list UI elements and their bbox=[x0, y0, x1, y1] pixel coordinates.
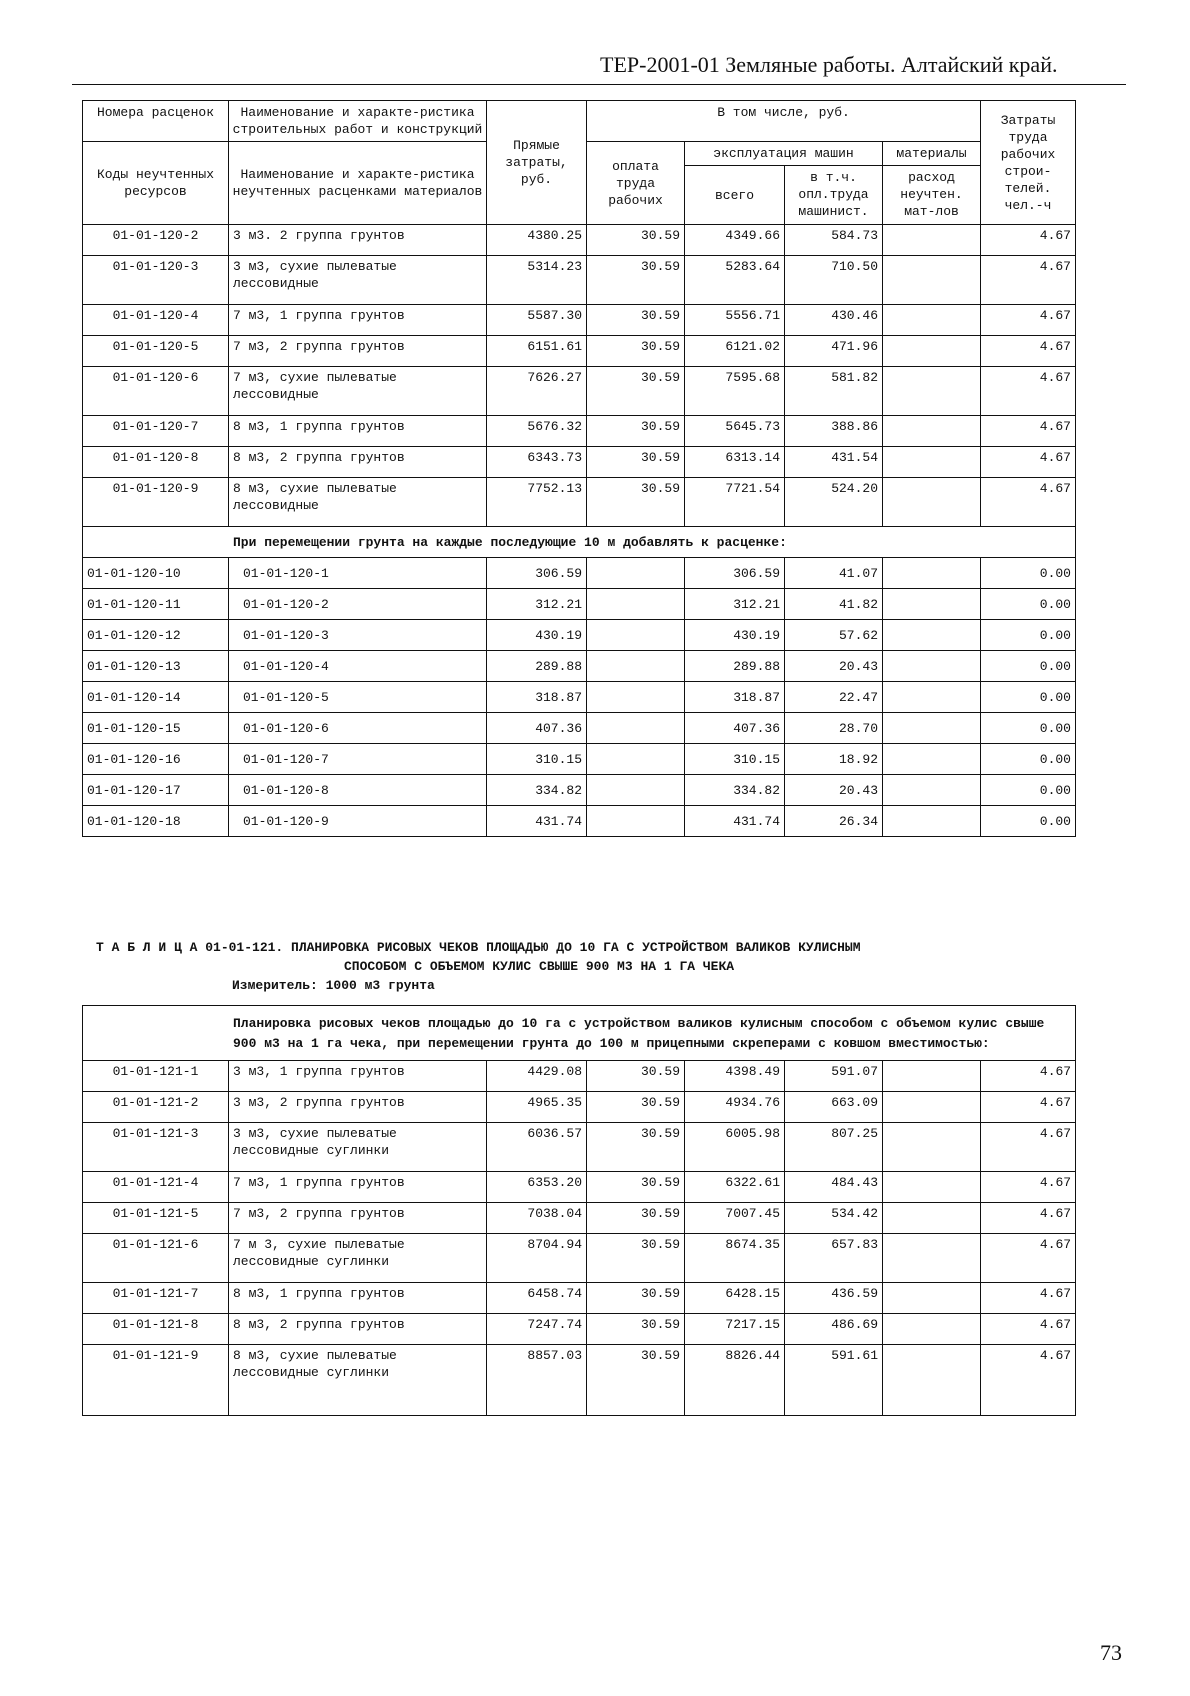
machinist-pay: 20.43 bbox=[785, 651, 883, 682]
direct-cost: 6036.57 bbox=[487, 1123, 587, 1172]
work-description: 7 м3, 1 группа грунтов bbox=[229, 305, 487, 336]
header-materials-sub: расход неучтен. мат-лов bbox=[883, 166, 981, 225]
labor-pay: 30.59 bbox=[587, 1123, 685, 1172]
machinist-pay: 710.50 bbox=[785, 256, 883, 305]
labor-pay: 30.59 bbox=[587, 336, 685, 367]
table-row bbox=[83, 447, 1076, 478]
machinist-pay: 57.62 bbox=[785, 620, 883, 651]
table-row bbox=[83, 713, 1076, 744]
machine-cost: 7595.68 bbox=[685, 367, 785, 416]
labor-hours: 0.00 bbox=[981, 558, 1076, 589]
header-direct: Прямые затраты, руб. bbox=[487, 101, 587, 225]
labor-pay bbox=[587, 682, 685, 713]
labor-hours: 4.67 bbox=[981, 1345, 1076, 1416]
direct-cost: 7247.74 bbox=[487, 1314, 587, 1345]
caption-unit: Измеритель: 1000 м3 грунта bbox=[232, 978, 435, 993]
machine-cost: 6313.14 bbox=[685, 447, 785, 478]
rate-code: 01-01-120-8 bbox=[83, 447, 229, 478]
work-description: 3 м3, 2 группа грунтов bbox=[229, 1092, 487, 1123]
labor-hours: 4.67 bbox=[981, 1092, 1076, 1123]
labor-hours: 4.67 bbox=[981, 336, 1076, 367]
machinist-pay: 436.59 bbox=[785, 1283, 883, 1314]
table-row bbox=[83, 256, 1076, 305]
machinist-pay: 581.82 bbox=[785, 367, 883, 416]
table-row bbox=[83, 1172, 1076, 1203]
work-description: 8 м3, сухие пылеватые лессовидные bbox=[229, 478, 487, 527]
machinist-pay: 18.92 bbox=[785, 744, 883, 775]
rate-code: 01-01-121-9 bbox=[83, 1345, 229, 1416]
labor-pay bbox=[587, 775, 685, 806]
direct-cost: 306.59 bbox=[487, 558, 587, 589]
machinist-pay: 26.34 bbox=[785, 806, 883, 837]
machine-cost: 430.19 bbox=[685, 620, 785, 651]
labor-pay: 30.59 bbox=[587, 416, 685, 447]
table-row bbox=[83, 478, 1076, 527]
table-row bbox=[83, 225, 1076, 256]
machine-cost: 6322.61 bbox=[685, 1172, 785, 1203]
machine-cost: 7217.15 bbox=[685, 1314, 785, 1345]
material-cost bbox=[883, 1172, 981, 1203]
material-cost bbox=[883, 1123, 981, 1172]
machine-cost: 306.59 bbox=[685, 558, 785, 589]
rate-code: 01-01-121-5 bbox=[83, 1203, 229, 1234]
direct-cost: 7626.27 bbox=[487, 367, 587, 416]
table-row bbox=[83, 336, 1076, 367]
machinist-pay: 584.73 bbox=[785, 225, 883, 256]
direct-cost: 6343.73 bbox=[487, 447, 587, 478]
direct-cost: 5676.32 bbox=[487, 416, 587, 447]
machine-cost: 6121.02 bbox=[685, 336, 785, 367]
material-cost bbox=[883, 589, 981, 620]
direct-cost: 4965.35 bbox=[487, 1092, 587, 1123]
material-cost bbox=[883, 682, 981, 713]
labor-hours: 0.00 bbox=[981, 806, 1076, 837]
machine-cost: 8826.44 bbox=[685, 1345, 785, 1416]
table-row bbox=[83, 1061, 1076, 1092]
direct-cost: 4429.08 bbox=[487, 1061, 587, 1092]
rate-code: 01-01-120-14 bbox=[83, 682, 229, 713]
machinist-pay: 41.07 bbox=[785, 558, 883, 589]
header-code-bottom: Коды неучтенных ресурсов bbox=[83, 142, 229, 225]
labor-hours: 0.00 bbox=[981, 744, 1076, 775]
direct-cost: 430.19 bbox=[487, 620, 587, 651]
caption-title-cont: СПОСОБОМ С ОБЪЕМОМ КУЛИС СВЫШЕ 900 М3 НА 1 ГА ЧЕКА bbox=[344, 959, 735, 974]
machine-cost: 334.82 bbox=[685, 775, 785, 806]
machinist-pay: 591.07 bbox=[785, 1061, 883, 1092]
direct-cost: 8857.03 bbox=[487, 1345, 587, 1416]
material-cost bbox=[883, 1234, 981, 1283]
material-cost bbox=[883, 1061, 981, 1092]
direct-cost: 407.36 bbox=[487, 713, 587, 744]
direct-cost: 318.87 bbox=[487, 682, 587, 713]
labor-hours: 4.67 bbox=[981, 1123, 1076, 1172]
base-rate-reference: 01-01-120-7 bbox=[229, 744, 487, 775]
table-row bbox=[83, 1345, 1076, 1416]
labor-hours: 4.67 bbox=[981, 367, 1076, 416]
machine-cost: 407.36 bbox=[685, 713, 785, 744]
labor-pay: 30.59 bbox=[587, 1092, 685, 1123]
material-cost bbox=[883, 775, 981, 806]
direct-cost: 310.15 bbox=[487, 744, 587, 775]
labor-pay: 30.59 bbox=[587, 1283, 685, 1314]
labor-hours: 0.00 bbox=[981, 589, 1076, 620]
table-row bbox=[83, 620, 1076, 651]
rate-code: 01-01-120-4 bbox=[83, 305, 229, 336]
rate-code: 01-01-120-18 bbox=[83, 806, 229, 837]
machine-cost: 312.21 bbox=[685, 589, 785, 620]
machinist-pay: 524.20 bbox=[785, 478, 883, 527]
work-description: 3 м3, 1 группа грунтов bbox=[229, 1061, 487, 1092]
rate-code: 01-01-121-4 bbox=[83, 1172, 229, 1203]
material-cost bbox=[883, 416, 981, 447]
rate-code: 01-01-121-8 bbox=[83, 1314, 229, 1345]
table-row bbox=[83, 416, 1076, 447]
machine-cost: 6428.15 bbox=[685, 1283, 785, 1314]
header-machines: эксплуатация машин bbox=[685, 142, 883, 166]
addition-note: При перемещении грунта на каждые последующие 10 м добавлять к расценке: bbox=[83, 527, 1076, 558]
work-description: 8 м3, 2 группа грунтов bbox=[229, 447, 487, 478]
labor-hours: 4.67 bbox=[981, 416, 1076, 447]
table-intro: Планировка рисовых чеков площадью до 10 га с устройством валиков кулисным способом с объемом кулис свыше 900 м3 на 1 га чека, при перемещении грунта до 100 м прицепными скреперами с ковшом вместимостью: bbox=[83, 1006, 1076, 1061]
labor-pay: 30.59 bbox=[587, 1172, 685, 1203]
rate-code: 01-01-120-6 bbox=[83, 367, 229, 416]
rate-code: 01-01-120-2 bbox=[83, 225, 229, 256]
machine-cost: 4398.49 bbox=[685, 1061, 785, 1092]
work-description: 3 м3, сухие пылеватые лессовидные суглинки bbox=[229, 1123, 487, 1172]
labor-pay: 30.59 bbox=[587, 1203, 685, 1234]
machinist-pay: 663.09 bbox=[785, 1092, 883, 1123]
price-table-120 bbox=[82, 100, 1076, 837]
material-cost bbox=[883, 558, 981, 589]
labor-pay: 30.59 bbox=[587, 256, 685, 305]
machinist-pay: 28.70 bbox=[785, 713, 883, 744]
base-rate-reference: 01-01-120-5 bbox=[229, 682, 487, 713]
machinist-pay: 807.25 bbox=[785, 1123, 883, 1172]
running-title: ТЕР-2001-01 Земляные работы. Алтайский край. bbox=[600, 52, 1058, 77]
labor-pay bbox=[587, 589, 685, 620]
labor-pay: 30.59 bbox=[587, 1234, 685, 1283]
work-description: 7 м3, 2 группа грунтов bbox=[229, 336, 487, 367]
machine-cost: 7007.45 bbox=[685, 1203, 785, 1234]
direct-cost: 7038.04 bbox=[487, 1203, 587, 1234]
direct-cost: 5314.23 bbox=[487, 256, 587, 305]
machinist-pay: 486.69 bbox=[785, 1314, 883, 1345]
material-cost bbox=[883, 367, 981, 416]
labor-hours: 0.00 bbox=[981, 682, 1076, 713]
rate-code: 01-01-121-1 bbox=[83, 1061, 229, 1092]
price-table-121 bbox=[82, 1005, 1076, 1416]
direct-cost: 6353.20 bbox=[487, 1172, 587, 1203]
work-description: 8 м3, 1 группа грунтов bbox=[229, 1283, 487, 1314]
work-description: 3 м3. 2 группа грунтов bbox=[229, 225, 487, 256]
rate-code: 01-01-120-10 bbox=[83, 558, 229, 589]
work-description: 8 м3, сухие пылеватые лессовидные суглинки bbox=[229, 1345, 487, 1416]
machinist-pay: 591.61 bbox=[785, 1345, 883, 1416]
labor-pay bbox=[587, 558, 685, 589]
base-rate-reference: 01-01-120-8 bbox=[229, 775, 487, 806]
labor-hours: 4.67 bbox=[981, 1314, 1076, 1345]
machinist-pay: 484.43 bbox=[785, 1172, 883, 1203]
machine-cost: 6005.98 bbox=[685, 1123, 785, 1172]
machinist-pay: 20.43 bbox=[785, 775, 883, 806]
rate-code: 01-01-120-5 bbox=[83, 336, 229, 367]
machinist-pay: 430.46 bbox=[785, 305, 883, 336]
labor-hours: 4.67 bbox=[981, 1172, 1076, 1203]
material-cost bbox=[883, 1283, 981, 1314]
machine-cost: 4349.66 bbox=[685, 225, 785, 256]
machinist-pay: 388.86 bbox=[785, 416, 883, 447]
direct-cost: 8704.94 bbox=[487, 1234, 587, 1283]
base-rate-reference: 01-01-120-9 bbox=[229, 806, 487, 837]
machine-cost: 4934.76 bbox=[685, 1092, 785, 1123]
material-cost bbox=[883, 1345, 981, 1416]
header-machines-incl: в т.ч. опл.труда машинист. bbox=[785, 166, 883, 225]
direct-cost: 334.82 bbox=[487, 775, 587, 806]
table-row bbox=[83, 806, 1076, 837]
page-number: 73 bbox=[1100, 1640, 1122, 1665]
labor-pay: 30.59 bbox=[587, 478, 685, 527]
material-cost bbox=[883, 1092, 981, 1123]
machine-cost: 289.88 bbox=[685, 651, 785, 682]
header-machines-total: всего bbox=[685, 166, 785, 225]
labor-pay bbox=[587, 620, 685, 651]
work-description: 8 м3, 1 группа грунтов bbox=[229, 416, 487, 447]
material-cost bbox=[883, 651, 981, 682]
table-row bbox=[83, 744, 1076, 775]
rate-code: 01-01-120-9 bbox=[83, 478, 229, 527]
machine-cost: 318.87 bbox=[685, 682, 785, 713]
material-cost bbox=[883, 225, 981, 256]
labor-pay: 30.59 bbox=[587, 1314, 685, 1345]
machinist-pay: 657.83 bbox=[785, 1234, 883, 1283]
direct-cost: 289.88 bbox=[487, 651, 587, 682]
table-caption bbox=[96, 938, 1076, 995]
labor-pay bbox=[587, 806, 685, 837]
rate-code: 01-01-120-13 bbox=[83, 651, 229, 682]
material-cost bbox=[883, 336, 981, 367]
material-cost bbox=[883, 713, 981, 744]
table-row bbox=[83, 775, 1076, 806]
table-row bbox=[83, 589, 1076, 620]
material-cost bbox=[883, 305, 981, 336]
table-row bbox=[83, 682, 1076, 713]
machinist-pay: 431.54 bbox=[785, 447, 883, 478]
labor-pay: 30.59 bbox=[587, 367, 685, 416]
direct-cost: 6151.61 bbox=[487, 336, 587, 367]
labor-pay: 30.59 bbox=[587, 305, 685, 336]
base-rate-reference: 01-01-120-2 bbox=[229, 589, 487, 620]
machinist-pay: 41.82 bbox=[785, 589, 883, 620]
table-row bbox=[83, 1234, 1076, 1283]
labor-hours: 4.67 bbox=[981, 1061, 1076, 1092]
work-description: 7 м 3, сухие пылеватые лессовидные суглинки bbox=[229, 1234, 487, 1283]
material-cost bbox=[883, 620, 981, 651]
note-row bbox=[83, 527, 1076, 558]
header-rule bbox=[72, 84, 1126, 85]
direct-cost: 431.74 bbox=[487, 806, 587, 837]
table-row bbox=[83, 651, 1076, 682]
table-row bbox=[83, 367, 1076, 416]
work-description: 7 м3, 2 группа грунтов bbox=[229, 1203, 487, 1234]
labor-hours: 4.67 bbox=[981, 305, 1076, 336]
base-rate-reference: 01-01-120-4 bbox=[229, 651, 487, 682]
caption-title: Т А Б Л И Ц А 01-01-121. ПЛАНИРОВКА РИСОВЫХ ЧЕКОВ ПЛОЩАДЬЮ ДО 10 ГА С УСТРОЙСТВОМ ВАЛИКОВ КУЛИСНЫМ bbox=[96, 940, 861, 955]
rate-code: 01-01-120-17 bbox=[83, 775, 229, 806]
labor-pay: 30.59 bbox=[587, 1345, 685, 1416]
table-row bbox=[83, 558, 1076, 589]
rate-code: 01-01-120-12 bbox=[83, 620, 229, 651]
rate-code: 01-01-121-7 bbox=[83, 1283, 229, 1314]
table-row bbox=[83, 1092, 1076, 1123]
machine-cost: 5645.73 bbox=[685, 416, 785, 447]
material-cost bbox=[883, 1203, 981, 1234]
work-description: 7 м3, сухие пылеватые лессовидные bbox=[229, 367, 487, 416]
labor-hours: 4.67 bbox=[981, 478, 1076, 527]
rate-code: 01-01-120-15 bbox=[83, 713, 229, 744]
material-cost bbox=[883, 478, 981, 527]
machine-cost: 8674.35 bbox=[685, 1234, 785, 1283]
table-row bbox=[83, 1283, 1076, 1314]
header-materials: материалы bbox=[883, 142, 981, 166]
labor-hours: 4.67 bbox=[981, 225, 1076, 256]
labor-pay: 30.59 bbox=[587, 1061, 685, 1092]
header-labor-pay: оплата труда рабочих bbox=[587, 142, 685, 225]
labor-hours: 4.67 bbox=[981, 256, 1076, 305]
machine-cost: 431.74 bbox=[685, 806, 785, 837]
rate-code: 01-01-120-16 bbox=[83, 744, 229, 775]
header-name-top: Наименование и характе-ристика строительных работ и конструкций bbox=[229, 101, 487, 142]
labor-hours: 4.67 bbox=[981, 1203, 1076, 1234]
machinist-pay: 22.47 bbox=[785, 682, 883, 713]
work-description: 3 м3, сухие пылеватые лессовидные bbox=[229, 256, 487, 305]
labor-pay: 30.59 bbox=[587, 225, 685, 256]
labor-hours: 0.00 bbox=[981, 713, 1076, 744]
machine-cost: 5556.71 bbox=[685, 305, 785, 336]
rate-code: 01-01-120-3 bbox=[83, 256, 229, 305]
rate-code: 01-01-121-6 bbox=[83, 1234, 229, 1283]
material-cost bbox=[883, 256, 981, 305]
work-description: 7 м3, 1 группа грунтов bbox=[229, 1172, 487, 1203]
base-rate-reference: 01-01-120-6 bbox=[229, 713, 487, 744]
direct-cost: 6458.74 bbox=[487, 1283, 587, 1314]
rate-code: 01-01-120-7 bbox=[83, 416, 229, 447]
machine-cost: 5283.64 bbox=[685, 256, 785, 305]
direct-cost: 5587.30 bbox=[487, 305, 587, 336]
header-labor-cost: Затраты труда рабочих строи-телей. чел.-ч bbox=[981, 101, 1076, 225]
table-row bbox=[83, 1123, 1076, 1172]
rate-code: 01-01-121-3 bbox=[83, 1123, 229, 1172]
header-code-top: Номера расценок bbox=[83, 101, 229, 142]
labor-hours: 0.00 bbox=[981, 775, 1076, 806]
labor-hours: 4.67 bbox=[981, 447, 1076, 478]
direct-cost: 7752.13 bbox=[487, 478, 587, 527]
material-cost bbox=[883, 744, 981, 775]
table-row bbox=[83, 1314, 1076, 1345]
labor-pay bbox=[587, 713, 685, 744]
material-cost bbox=[883, 806, 981, 837]
labor-pay bbox=[587, 651, 685, 682]
machinist-pay: 534.42 bbox=[785, 1203, 883, 1234]
direct-cost: 312.21 bbox=[487, 589, 587, 620]
labor-hours: 0.00 bbox=[981, 651, 1076, 682]
labor-hours: 4.67 bbox=[981, 1283, 1076, 1314]
table-row bbox=[83, 305, 1076, 336]
labor-hours: 0.00 bbox=[981, 620, 1076, 651]
base-rate-reference: 01-01-120-1 bbox=[229, 558, 487, 589]
rate-code: 01-01-120-11 bbox=[83, 589, 229, 620]
base-rate-reference: 01-01-120-3 bbox=[229, 620, 487, 651]
material-cost bbox=[883, 447, 981, 478]
labor-hours: 4.67 bbox=[981, 1234, 1076, 1283]
material-cost bbox=[883, 1314, 981, 1345]
direct-cost: 4380.25 bbox=[487, 225, 587, 256]
machine-cost: 310.15 bbox=[685, 744, 785, 775]
rate-code: 01-01-121-2 bbox=[83, 1092, 229, 1123]
labor-pay bbox=[587, 744, 685, 775]
header-name-bottom: Наименование и характе-ристика неучтенных расценками материалов bbox=[229, 142, 487, 225]
work-description: 8 м3, 2 группа грунтов bbox=[229, 1314, 487, 1345]
machinist-pay: 471.96 bbox=[785, 336, 883, 367]
labor-pay: 30.59 bbox=[587, 447, 685, 478]
header-including: В том числе, руб. bbox=[587, 101, 981, 142]
table-row bbox=[83, 1203, 1076, 1234]
machine-cost: 7721.54 bbox=[685, 478, 785, 527]
